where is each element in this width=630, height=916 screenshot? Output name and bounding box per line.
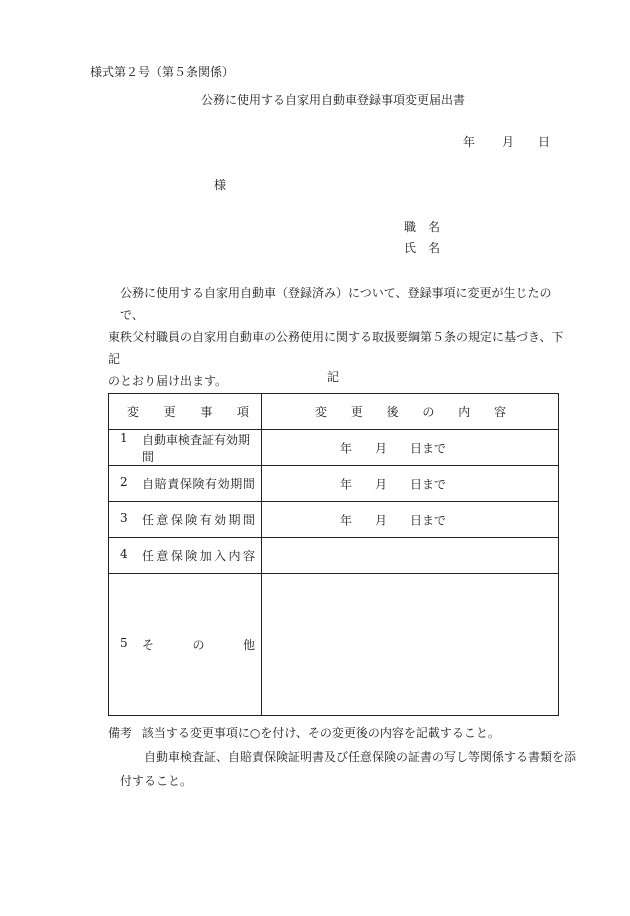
item-label: 自動車検査証有効期間 (142, 432, 251, 464)
item-number: 5 (120, 636, 128, 650)
header-item-char: 更 (163, 405, 176, 419)
table-row (109, 466, 559, 502)
header-item-cell (109, 394, 262, 430)
value-cell[interactable] (262, 466, 559, 502)
item-label-char: そ (142, 638, 155, 652)
body-line-3: のとおり届け出ます。 (108, 374, 228, 388)
item-label-char: 意 (156, 513, 169, 527)
value-month-label: 月 (375, 513, 388, 527)
ki-heading: 記 (327, 370, 340, 384)
table-header-row (109, 394, 559, 430)
item-cell (109, 502, 262, 538)
header-content-char: 内 (458, 405, 471, 419)
item-number: 2 (120, 475, 128, 489)
item-label-char: 加 (199, 549, 212, 563)
item-cell (109, 574, 262, 716)
item-label-char: 自 (142, 477, 155, 491)
item-number: 4 (120, 547, 128, 561)
item-label-char: 期 (228, 513, 241, 527)
item-cell (109, 538, 262, 574)
item-label-char: 入 (214, 549, 227, 563)
header-item-char: 事 (200, 405, 213, 419)
item-label-char: 他 (242, 638, 255, 652)
item-label-char: 保 (170, 513, 183, 527)
table-row (109, 538, 559, 574)
item-label-char: 容 (242, 549, 255, 563)
item-cell (109, 430, 262, 466)
header-content-char: 変 (315, 405, 328, 419)
position-label-2: 名 (428, 220, 441, 234)
form-number: 様式第２号（第５条関係） (90, 65, 235, 79)
item-label-char: 険 (185, 549, 198, 563)
item-label-char: 任 (142, 513, 155, 527)
value-cell[interactable] (262, 538, 559, 574)
item-label-char: 内 (228, 549, 241, 563)
document-title: 公務に使用する自家用自動車登録事項変更届出書 (201, 93, 466, 107)
header-item-char: 変 (127, 405, 140, 419)
name-label-2: 名 (428, 241, 441, 255)
item-cell (109, 466, 262, 502)
item-label-char: 有 (205, 477, 218, 491)
notes-line-1 (108, 721, 578, 745)
header-content-char: 後 (386, 405, 399, 419)
value-cell[interactable] (262, 430, 559, 466)
item-label-char: 賠 (154, 477, 167, 491)
header-content-char: 更 (350, 405, 363, 419)
item-label-char: 間 (242, 477, 255, 491)
position-label-1: 職 (404, 220, 417, 234)
value-cell[interactable] (262, 502, 559, 538)
date-year-label: 年 (463, 135, 476, 149)
header-content-cell (262, 394, 559, 430)
value-until-label: 日まで (410, 513, 447, 527)
value-month-label: 月 (375, 441, 388, 455)
item-label-char: 有 (199, 513, 212, 527)
value-year-label: 年 (340, 477, 353, 491)
item-label-char: 険 (185, 513, 198, 527)
item-number: 1 (120, 430, 128, 445)
body-line-1: 公務に使用する自家用自動車（登録済み）について、登録事項に変更が生じたので、 (120, 286, 552, 322)
table-row (109, 502, 559, 538)
header-item-char: 項 (236, 405, 249, 419)
item-label-char: の (192, 638, 205, 652)
item-label-char: 意 (156, 549, 169, 563)
item-label-char: 保 (179, 477, 192, 491)
item-label-char: 険 (192, 477, 205, 491)
body-line-2: 東秩父村職員の自家用自動車の公務使用に関する取扱要綱第５条の規定に基づき、下記 (108, 330, 564, 366)
item-label-char: 保 (170, 549, 183, 563)
item-label-char: 効 (217, 477, 230, 491)
date-month-label: 月 (502, 135, 515, 149)
item-label-char: 期 (230, 477, 243, 491)
value-until-label: 日まで (410, 441, 447, 455)
value-until-label: 日まで (410, 477, 447, 491)
addressee-honorific: 様 (214, 178, 227, 192)
notes-section (108, 721, 578, 793)
value-cell[interactable] (262, 574, 559, 716)
notes-line-2: 自動車検査証、自賠責保険証明書及び任意保険の証書の写し等関係する書類を添 (144, 750, 577, 764)
value-year-label: 年 (340, 513, 353, 527)
name-label-1: 氏 (404, 241, 417, 255)
table-row (109, 574, 559, 716)
value-year-label: 年 (340, 441, 353, 455)
item-label-char: 効 (214, 513, 227, 527)
notes-prefix: 備考 (108, 726, 133, 740)
value-month-label: 月 (375, 477, 388, 491)
date-day-label: 日 (538, 135, 551, 149)
item-label-char: 責 (167, 477, 180, 491)
header-content-char: の (422, 405, 435, 419)
table-row (109, 430, 559, 466)
change-items-table (108, 393, 559, 716)
notes-line-3: 付すること。 (120, 774, 193, 788)
item-label-char: 間 (242, 513, 255, 527)
item-number: 3 (120, 511, 128, 525)
item-label-char: 任 (142, 549, 155, 563)
notes-text-1: 該当する変更事項に○を付け、その変更後の内容を記載すること。 (141, 726, 500, 740)
header-content-char: 容 (493, 405, 506, 419)
